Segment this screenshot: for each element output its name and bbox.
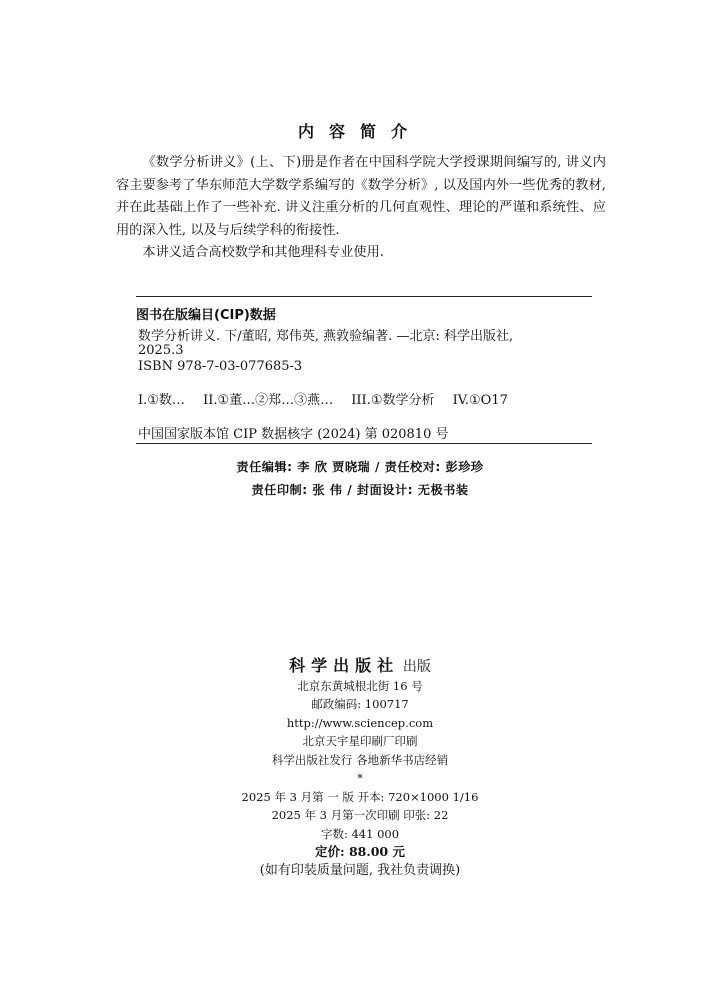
cip-isbn: ISBN 978-7-03-077685-3 xyxy=(138,359,303,374)
staff-editors: 责任编辑: 李 欣 贾晓瑞 / 责任校对: 彭珍珍 xyxy=(236,460,484,474)
publisher-url: http://www.sciencep.com xyxy=(286,715,434,730)
intro-paragraph-1: 《数学分析讲义》(上、下)册是作者在中国科学院大学授课期间编写的, 讲义内容主要参考了华东师范大学数学系编写的《数学分析》, 以及国内外一些优秀的教材, 并在此基础上作了一些补充. 讲义注重分析的几何直观性、理论的严谨和系统性、应用的深入性, 以及与后续学科的衔接性. xyxy=(116,155,606,238)
publisher-logo-text: 科学出版社 xyxy=(289,656,400,675)
publisher-postcode: 邮政编码: 100717 xyxy=(311,697,409,711)
intro-paragraph-2: 本讲义适合高校数学和其他理科专业使用. xyxy=(142,245,384,260)
edition-info: 2025 年 3 月第 一 版 开本: 720×1000 1/16 xyxy=(241,789,479,804)
publisher-address: 北京东黄城根北街 16 号 xyxy=(297,678,423,693)
intro-body xyxy=(116,152,606,265)
separator-star: * xyxy=(357,771,363,785)
price: 定价: 88.00 元 xyxy=(315,844,405,859)
cip-class-1: I.①数… xyxy=(138,393,185,408)
intro-title: 内容简介 xyxy=(297,122,422,141)
cip-class-3: III.①数学分析 xyxy=(351,393,435,408)
printer: 北京天宇星印刷厂印刷 xyxy=(302,734,418,748)
cip-entry-line-2: 2025.3 xyxy=(138,343,184,358)
distribution: 科学出版社发行 各地新华书店经销 xyxy=(271,752,449,767)
cip-top-rule xyxy=(136,296,592,297)
cip-library-record: 中国国家版本馆 CIP 数据核字 (2024) 第 020810 号 xyxy=(138,427,449,442)
cip-entry-line-1: 数学分析讲义. 下/董昭, 郑伟英, 燕敦验编著. —北京: 科学出版社, xyxy=(138,329,514,344)
cip-bottom-rule xyxy=(136,443,592,444)
cip-classification xyxy=(138,389,522,408)
cip-heading: 图书在版编目(CIP)数据 xyxy=(136,308,276,323)
printing-info: 2025 年 3 月第一次印刷 印张: 22 xyxy=(271,808,449,822)
publisher-line xyxy=(0,657,720,677)
staff-production: 责任印制: 张 伟 / 封面设计: 无极书装 xyxy=(251,483,469,497)
quality-note: (如有印装质量问题, 我社负责调换) xyxy=(259,862,461,878)
cip-class-2: II.①董…②郑…③燕… xyxy=(203,393,334,408)
cip-class-4: IV.①O17 xyxy=(452,393,508,408)
publisher-block xyxy=(0,657,720,880)
publisher-suffix: 出版 xyxy=(402,659,431,675)
word-count: 字数: 441 000 xyxy=(320,826,400,841)
